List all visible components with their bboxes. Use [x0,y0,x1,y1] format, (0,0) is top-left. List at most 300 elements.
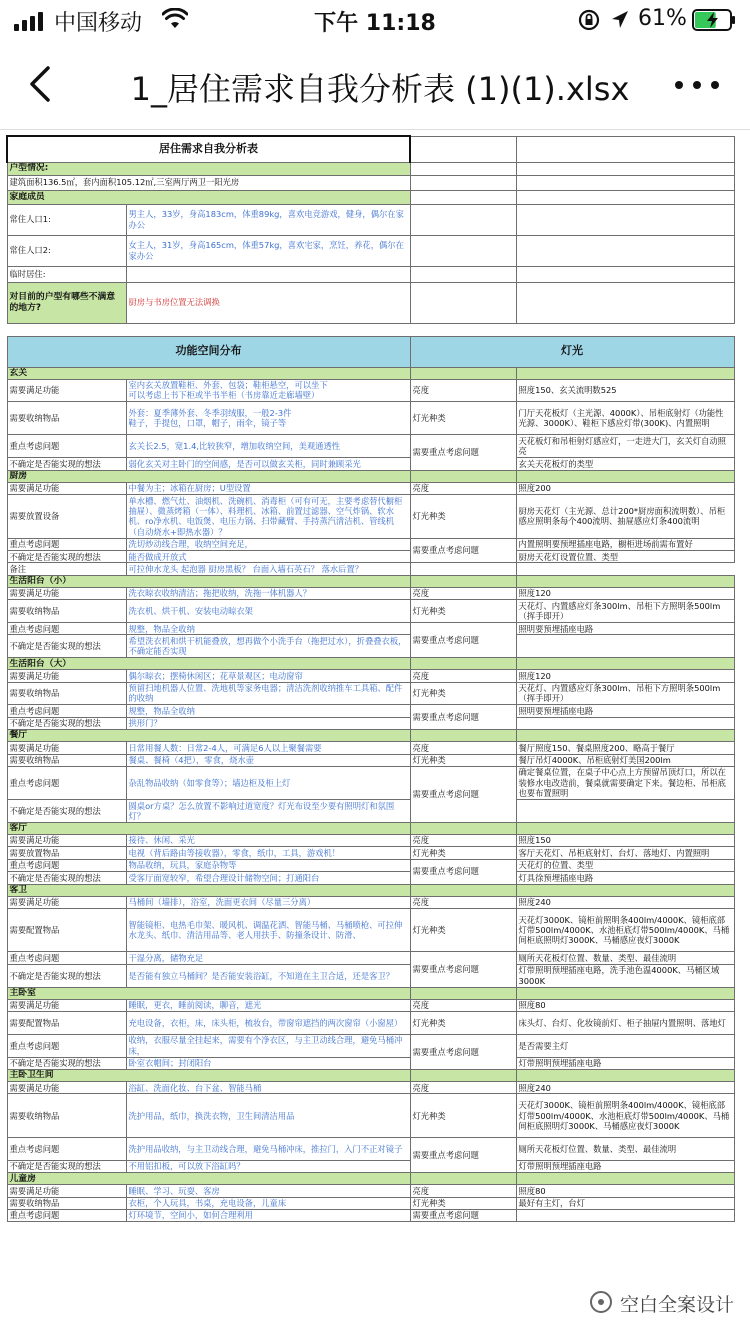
row-content[interactable]: 可拉伸水龙头 起泡器 厨房黑板？ 台面入墙石英石？ 落水后置？ [126,563,410,575]
cell[interactable] [734,136,747,162]
cell[interactable] [516,470,734,482]
lighting-value[interactable]: 天花灯的位置、类型 [516,859,734,871]
cell[interactable] [410,1173,516,1185]
row-content[interactable]: 马桶间（墙排），浴室，洗面更衣间（尽量三分离） [126,896,410,908]
cell[interactable] [734,190,747,204]
lighting-label[interactable]: 灯光种类 [410,908,516,952]
lighting-value[interactable]: 照度240 [516,1082,734,1094]
header-function[interactable]: 功能空间分布 [7,336,410,367]
cell[interactable] [516,563,734,575]
row-label[interactable]: 备注 [7,563,126,575]
row-content[interactable]: 杂乱物品收纳（如零食等）；墙边柜及柜上灯 [126,766,410,799]
cell[interactable] [734,884,747,896]
row-label[interactable]: 需要满足功能 [7,1185,126,1197]
lighting-label[interactable]: 需要重点考虑问题 [410,859,516,884]
section-title[interactable]: 餐厅 [7,730,410,742]
watermark-logo-icon [588,1290,614,1314]
lighting-label[interactable]: 需要重点考虑问题 [410,435,516,470]
cell[interactable] [734,1034,747,1057]
sheet-title[interactable]: 居住需求自我分析表 [7,136,410,162]
cell[interactable] [410,136,516,162]
cell[interactable] [734,162,747,175]
header-lighting[interactable]: 灯光 [410,336,734,367]
cell[interactable] [734,834,747,846]
row-content[interactable]: 灯环境节，空间小，如何合理利用 [126,1210,410,1222]
lighting-value[interactable]: 灯带照明预埋插座电路 [516,1160,734,1172]
cell[interactable] [734,872,747,884]
cell[interactable] [734,635,747,658]
row-content[interactable]: 电视（背后路由等接收器），零食，纸巾，工具，游戏机！ [126,847,410,859]
row-label[interactable]: 不确定是否能实现的想法 [7,717,126,729]
row-content[interactable]: 洗衣机、烘干机、安装电动晾衣架 [126,600,410,623]
lighting-label[interactable]: 灯光种类 [410,847,516,859]
cell[interactable] [516,822,734,834]
cell[interactable] [734,717,747,729]
cell[interactable] [734,175,747,190]
row-content[interactable]: 充电设备，衣柜，床，床头柜，梳妆台，带窗帘遮挡的两次窗帘（小窗屋） [126,1012,410,1035]
row-content[interactable]: 接待、休闲、采光 [126,834,410,846]
cell[interactable] [734,1012,747,1035]
resident-desc[interactable]: 男主人，33岁，身高183cm，体重89kg，喜欢电竞游戏，健身，偶尔在家办公 [126,204,410,235]
lighting-label[interactable]: 灯光种类 [410,495,516,539]
cell[interactable] [516,884,734,896]
cell[interactable] [734,623,747,635]
row-label[interactable]: 需要收纳物品 [7,682,126,705]
lighting-value[interactable]: 天花灯3000K、镜柜前照明条400lm/4000K、镜柜底部灯带500lm/4000K、水池柜底灯带500lm/4000K、马桶间柜底照明灯3000K、马桶感应夜灯3000K [516,1094,734,1138]
cell[interactable] [734,336,747,367]
row-content[interactable]: 单水槽、燃气灶、油烟机、洗碗机、消毒柜（可有可无，主要考虑替代橱柜抽屉）、微蒸烤箱（一体）、料理机、冰箱、前置过滤器、空气炸锅、软水机、ro净水机、电饭煲、电压力锅、扫带藏臂、手持蒸汽清洁机、管线机（自动烧水+即热水器）？ [126,495,410,539]
dissatisfied-label[interactable]: 对目前的户型有哪些不满意的地方? [7,282,126,323]
lighting-label[interactable]: 亮度 [410,482,516,494]
cell[interactable] [734,1138,747,1161]
cell[interactable] [734,538,747,550]
row-label[interactable]: 需要满足功能 [7,742,126,754]
row-label[interactable]: 需要满足功能 [7,896,126,908]
row-content[interactable]: 洗护用品，纸巾，换洗衣物，卫生间清洁用品 [126,1094,410,1138]
cell[interactable] [410,282,516,323]
cell[interactable] [734,1173,747,1185]
row-content[interactable]: 规整，物品全收纳 [126,705,410,717]
row-label[interactable]: 不确定是否能实现的想法 [7,872,126,884]
row-content[interactable]: 预留扫地机器人位置、洗地机等家务电器；清洁洗剂收纳推车工具箱、配件的收纳 [126,682,410,705]
cell[interactable] [734,800,747,823]
cell[interactable] [410,730,516,742]
row-label[interactable]: 重点考虑问题 [7,623,126,635]
table-row [7,1138,747,1161]
lighting-label[interactable]: 需要重点考虑问题 [410,623,516,658]
table-row [7,987,747,999]
row-content[interactable]: 玄关长2.5，宽1.4,比较狭窄，增加收纳空间，美观通透性 [126,435,410,458]
cell[interactable] [734,282,747,323]
row-label[interactable]: 重点考虑问题 [7,538,126,550]
lighting-label[interactable]: 灯光种类 [410,682,516,705]
cell[interactable] [734,908,747,952]
rotation-lock-icon [578,9,600,31]
row-content[interactable]: 洗切炒动线合理，收纳空间充足， [126,538,410,550]
lighting-label[interactable]: 亮度 [410,896,516,908]
cell[interactable] [516,1173,734,1185]
lighting-value[interactable]: 照度120 [516,670,734,682]
row-content[interactable]: 衣柜，个人玩具，书桌，充电设备，儿童床 [126,1197,410,1209]
section-title[interactable]: 生活阳台（小） [7,575,410,587]
more-options-icon[interactable] [672,80,722,90]
lighting-value[interactable]: 照明要预埋插座电路 [516,623,734,635]
cell[interactable] [516,575,734,587]
lighting-label[interactable]: 亮度 [410,379,516,402]
cell[interactable] [516,190,734,204]
table-row [7,800,747,823]
cell[interactable] [734,766,747,799]
lighting-value[interactable]: 餐厅吊灯4000K、吊柜底射灯美国200lm [516,754,734,766]
cell[interactable] [410,204,516,235]
cell[interactable] [734,964,747,987]
lighting-value[interactable]: 照度80 [516,999,734,1011]
row-content[interactable]: 室内玄关放置鞋柜、外套、包袋；鞋柜悬空，可以坐下 可以考虑上书下柜或半书半柜（书房靠近走廊墙壁） [126,379,410,402]
lighting-label[interactable]: 需要重点考虑问题 [410,1138,516,1173]
lighting-label[interactable]: 亮度 [410,999,516,1011]
lighting-label[interactable]: 需要重点考虑问题 [410,766,516,822]
row-content[interactable]: 是否能有独立马桶间？是否能安装浴缸，不知道在主卫合适，还是客卫？ [126,964,410,987]
lighting-value[interactable]: 厕所天花板灯位置、数量、类型、最佳流明 [516,1138,734,1161]
lighting-value[interactable] [410,563,516,575]
lighting-label[interactable]: 亮度 [410,1082,516,1094]
row-label[interactable]: 重点考虑问题 [7,1034,126,1057]
row-label[interactable]: 重点考虑问题 [7,1138,126,1161]
cell[interactable] [410,575,516,587]
row-content[interactable]: 能否做成开放式 [126,551,410,563]
cell[interactable] [734,754,747,766]
row-label[interactable]: 重点考虑问题 [7,1210,126,1222]
cell[interactable] [410,367,516,379]
row-label[interactable]: 需要放置物品 [7,847,126,859]
row-label[interactable]: 需要收纳物品 [7,600,126,623]
cell[interactable] [734,730,747,742]
lighting-label[interactable]: 需要重点考虑问题 [410,1034,516,1069]
lighting-value[interactable]: 厕所天花板灯位置、数量、类型、最佳流明 [516,952,734,964]
cell[interactable] [734,1094,747,1138]
row-content[interactable]: 洗护用品收纳，与主卫动线合理，避免马桶冲床，推拉门，入门不正对镜子 [126,1138,410,1161]
row-content[interactable]: 干湿分离，储物充足 [126,952,410,964]
lighting-value[interactable]: 照度240 [516,896,734,908]
cell[interactable] [734,952,747,964]
cell[interactable] [734,323,747,336]
row-content[interactable]: 日常用餐人数：日常2-4人，可满足6人以上聚餐需要 [126,742,410,754]
cell[interactable] [410,175,516,190]
cell[interactable] [410,235,516,266]
lighting-value[interactable]: 照明要预埋插座电路 [516,705,734,717]
cell[interactable] [410,658,516,670]
cell[interactable] [734,235,747,266]
section-title[interactable]: 儿童房 [7,1173,410,1185]
house-type-label[interactable]: 户型情况: [7,162,410,175]
table-row [7,336,747,367]
cell[interactable] [410,266,516,282]
row-content[interactable]: 餐桌、餐椅（4把），零食，烧水壶 [126,754,410,766]
lighting-value[interactable]: 厨房天花灯设置位置、类型 [516,551,734,563]
cell[interactable] [516,204,734,235]
lighting-value[interactable]: 灯具徐预埋插座电路 [516,872,734,884]
cell[interactable] [734,495,747,539]
table-row [7,204,747,235]
lighting-label[interactable]: 需要重点考虑问题 [410,538,516,563]
row-label[interactable]: 重点考虑问题 [7,435,126,458]
row-content[interactable]: 受客厅面宽较窄，希望合理设计储物空间；打通阳台 [126,872,410,884]
lighting-value[interactable]: 是否需要主灯 [516,1034,734,1057]
cell[interactable] [516,175,734,190]
cell[interactable] [734,658,747,670]
cell[interactable] [734,847,747,859]
lighting-value[interactable] [516,1210,734,1222]
cell[interactable] [410,470,516,482]
cell[interactable] [7,323,126,336]
resident-label[interactable]: 常住人口1: [7,204,126,235]
cell[interactable] [734,1082,747,1094]
row-content[interactable]: 不用铝扣板，可以放下浴缸吗？ [126,1160,410,1172]
cell[interactable] [410,323,516,336]
cell[interactable] [734,1057,747,1069]
cell[interactable] [126,266,410,282]
row-content[interactable]: 智能镜柜、电热毛巾架、暖风机、调温花洒、智能马桶、马桶喷枪、可拉伸水龙头、纸巾、清洁用品等、老人用扶手、防撞条设计、防滑、 [126,908,410,952]
cell[interactable] [734,742,747,754]
cell[interactable] [734,402,747,435]
row-content[interactable]: 睡眠，更衣，睡前阅读，聊音，遮光 [126,999,410,1011]
lighting-value[interactable]: 灯带照明预埋插座电路，洗手池色温4000K、马桶区域3000K [516,964,734,987]
lighting-value[interactable]: 照度200 [516,482,734,494]
cell[interactable] [734,670,747,682]
row-label[interactable]: 需要配置物品 [7,908,126,952]
lighting-value[interactable]: 天花灯3000K、镜柜前照明条400lm/4000K、镜柜底部灯带500lm/4000K、水池柜底灯带500lm/4000K、马桶间柜底照明灯3000K、马桶感应夜灯3000K [516,908,734,952]
lighting-value[interactable] [516,800,734,823]
row-label[interactable]: 需要收纳物品 [7,1197,126,1209]
lighting-label[interactable]: 亮度 [410,587,516,599]
row-label[interactable]: 不确定是否能实现的想法 [7,551,126,563]
row-label[interactable]: 需要满足功能 [7,999,126,1011]
cell[interactable] [734,987,747,999]
lighting-label[interactable]: 亮度 [410,670,516,682]
spreadsheet-view[interactable] [0,131,750,1334]
section-title[interactable]: 客厅 [7,822,410,834]
cell[interactable] [410,162,516,175]
lighting-value[interactable] [516,717,734,729]
lighting-value[interactable]: 厨房天花灯（主光源、总计200*厨房面积流明数）、吊柜感应照明条每个400流明、抽屉感应灯条400流明 [516,495,734,539]
row-label[interactable]: 需要配置物品 [7,1012,126,1035]
cell[interactable] [516,235,734,266]
table-row [7,482,747,494]
section-title[interactable]: 厨房 [7,470,410,482]
cell[interactable] [734,482,747,494]
lighting-label[interactable]: 灯光种类 [410,1094,516,1138]
cell[interactable] [734,367,747,379]
row-label[interactable]: 需要收纳物品 [7,402,126,435]
lighting-label[interactable]: 需要重点考虑问题 [410,1210,516,1222]
section-title[interactable]: 客卫 [7,884,410,896]
cell[interactable] [734,379,747,402]
row-label[interactable]: 需要满足功能 [7,379,126,402]
table-row [7,834,747,846]
cell[interactable] [734,204,747,235]
lighting-value[interactable]: 最好有主灯，台灯 [516,1197,734,1209]
table-row [7,435,747,458]
row-label[interactable]: 需要满足功能 [7,1082,126,1094]
section-title[interactable]: 玄关 [7,367,410,379]
cell[interactable] [516,162,734,175]
table-row [7,1197,747,1209]
lighting-label[interactable]: 灯光种类 [410,1197,516,1209]
back-chevron-icon[interactable] [26,64,56,104]
row-label[interactable]: 重点考虑问题 [7,705,126,717]
cell[interactable] [734,458,747,470]
cell[interactable] [516,367,734,379]
table-row [7,1034,747,1057]
row-label[interactable]: 需要满足功能 [7,482,126,494]
row-content[interactable]: 圆桌or方桌？怎么放置不影响过道宽度？灯光布设至少要有照明灯和氛围灯？ [126,800,410,823]
lighting-value[interactable]: 确定餐桌位置，在桌子中心点上方预留吊顶灯口，所以在装修水电改造前，餐桌就需要确定下来。餐边柜、吊柜底也要布置照明 [516,766,734,799]
row-label[interactable]: 不确定是否能实现的想法 [7,800,126,823]
cell[interactable] [734,1070,747,1082]
cell[interactable] [734,999,747,1011]
row-label[interactable]: 需要满足功能 [7,670,126,682]
row-content[interactable]: 浴缸、洗面化妆、台下盆、智能马桶 [126,1082,410,1094]
temp-resident-label[interactable]: 临时居住: [7,266,126,282]
cell[interactable] [734,600,747,623]
section-title[interactable]: 主卧卫生间 [7,1070,410,1082]
cell[interactable] [734,1185,747,1197]
family-label[interactable]: 家庭成员 [7,190,410,204]
table-row [7,730,747,742]
cell[interactable] [410,190,516,204]
cell[interactable] [734,575,747,587]
row-label[interactable]: 重点考虑问题 [7,952,126,964]
cell[interactable] [410,987,516,999]
cell[interactable] [734,859,747,871]
row-label[interactable]: 不确定是否能实现的想法 [7,964,126,987]
cell[interactable] [734,435,747,458]
row-label[interactable]: 需要满足功能 [7,587,126,599]
cell[interactable] [734,896,747,908]
row-label[interactable]: 需要收纳物品 [7,1094,126,1138]
lighting-value[interactable]: 餐厅照度150、餐桌照度200、略高于餐厅 [516,742,734,754]
row-content[interactable]: 卧室衣帽间；封闭阳台 [126,1057,410,1069]
lighting-value[interactable]: 照度80 [516,1185,734,1197]
section-title[interactable]: 生活阳台（大） [7,658,410,670]
cell[interactable] [126,323,410,336]
cell[interactable] [516,266,734,282]
lighting-value[interactable]: 天花灯、内置感应灯条300lm、吊柜下方照明条500lm（挥手即开） [516,600,734,623]
lighting-label[interactable]: 亮度 [410,1185,516,1197]
cell[interactable] [516,323,734,336]
cell[interactable] [516,282,734,323]
row-label[interactable]: 不确定是否能实现的想法 [7,1057,126,1069]
area-line[interactable]: 建筑面积136.5㎡，套内面积105.12㎡,三室两厅两卫一阳光房 [7,175,410,190]
row-label[interactable]: 不确定是否能实现的想法 [7,458,126,470]
row-content[interactable]: 希望洗衣机和烘干机能叠放，想再做个小洗手台（拖把过水），折叠叠衣板，不确定能否实现 [126,635,410,658]
row-label[interactable]: 重点考虑问题 [7,766,126,799]
cell[interactable] [734,551,747,563]
row-label[interactable]: 需要放置设备 [7,495,126,539]
cell[interactable] [410,1070,516,1082]
row-content[interactable]: 睡眠、学习、玩耍、客房 [126,1185,410,1197]
row-label[interactable]: 重点考虑问题 [7,859,126,871]
lighting-value[interactable]: 照度150 [516,834,734,846]
row-content[interactable]: 收纳，衣服尽量全挂起来，需要有个净衣区，与主卫动线合理，避免马桶冲床， [126,1034,410,1057]
cell[interactable] [516,1070,734,1082]
cell[interactable] [734,682,747,705]
cell[interactable] [734,470,747,482]
lighting-label[interactable]: 灯光种类 [410,402,516,435]
cell[interactable] [410,822,516,834]
lighting-value[interactable]: 床头灯、台灯、化妆镜前灯、柜子抽屉内置照明、落地灯 [516,1012,734,1035]
cell[interactable] [410,884,516,896]
lighting-label[interactable]: 需要重点考虑问题 [410,705,516,730]
row-content[interactable]: 外套：夏季薄外套、冬季羽绒服，一般2-3件 鞋子，手提包，口罩，帽子，雨伞，镜子等 [126,402,410,435]
row-content[interactable]: 偶尔晾衣；摆椅休闲区；花草景观区；电动窗帘 [126,670,410,682]
row-label[interactable]: 需要收纳物品 [7,754,126,766]
lighting-value[interactable]: 照度120 [516,587,734,599]
lighting-label[interactable]: 亮度 [410,742,516,754]
lighting-value[interactable]: 客厅天花灯、吊柜底射灯、台灯、落地灯、内置照明 [516,847,734,859]
lighting-label[interactable]: 灯光种类 [410,754,516,766]
lighting-label[interactable]: 需要重点考虑问题 [410,952,516,987]
lighting-value[interactable]: 天花灯、内置感应灯条300lm、吊柜下方照明条500lm（挥手即开） [516,682,734,705]
table-row [7,323,747,336]
row-content[interactable]: 洗衣晾衣收纳清洁；拖把收纳，洗拖一体机器人？ [126,587,410,599]
lighting-value[interactable]: 天花板灯和吊柜射灯感应灯，一走进大门，玄关灯自动照亮 [516,435,734,458]
lighting-value[interactable]: 照度150、玄关流明数525 [516,379,734,402]
table-row [7,600,747,623]
lighting-label[interactable]: 亮度 [410,834,516,846]
lighting-value[interactable]: 内置照明要预埋插座电路，橱柜进场前需布置好 [516,538,734,550]
cell[interactable] [734,266,747,282]
dissatisfied-value[interactable]: 厨房与书房位置无法调换 [126,282,410,323]
table-row [7,162,747,175]
lighting-label[interactable]: 灯光种类 [410,600,516,623]
row-content[interactable]: 拱形门？ [126,717,410,729]
resident-desc[interactable]: 女主人，31岁，身高165cm，体重57kg，喜欢宅家，烹饪，养花，偶尔在家办公 [126,235,410,266]
table-row [7,872,747,884]
row-content[interactable]: 中餐为主；冰箱在厨房；U型设置 [126,482,410,494]
cell[interactable] [734,1210,747,1222]
table-row [7,282,747,323]
cell[interactable] [734,1197,747,1209]
table-row [7,1070,747,1082]
lighting-value[interactable]: 灯带照明预埋插座电路 [516,1057,734,1069]
row-label[interactable]: 不确定是否能实现的想法 [7,635,126,658]
cell[interactable] [734,705,747,717]
lighting-value[interactable]: 门厅天花板灯（主光源、4000K）、吊柜底射灯（功能性光源、3000K）、鞋柜下感应灯带(300K)、内置照明 [516,402,734,435]
cell[interactable] [516,730,734,742]
resident-label[interactable]: 常住人口2: [7,235,126,266]
cell[interactable] [516,136,734,162]
section-title[interactable]: 主卧室 [7,987,410,999]
row-label[interactable]: 不确定是否能实现的想法 [7,1160,126,1172]
table-row [7,952,747,964]
row-content[interactable]: 弱化玄关对主卧门的空间感，是否可以做玄关柜，同时兼顾采光 [126,458,410,470]
cell[interactable] [734,587,747,599]
lighting-value[interactable] [516,635,734,658]
cell[interactable] [734,822,747,834]
table-row [7,379,747,402]
table-row [7,1210,747,1222]
row-content[interactable]: 物品收纳，玩具，家庭杂物等 [126,859,410,871]
row-content[interactable]: 规整，物品全收纳 [126,623,410,635]
cell[interactable] [516,658,734,670]
row-label[interactable]: 需要满足功能 [7,834,126,846]
cell[interactable] [516,987,734,999]
table-row [7,705,747,717]
lighting-label[interactable]: 灯光种类 [410,1012,516,1035]
cell[interactable] [734,1160,747,1172]
lighting-value[interactable]: 玄关天花板灯的类型 [516,458,734,470]
